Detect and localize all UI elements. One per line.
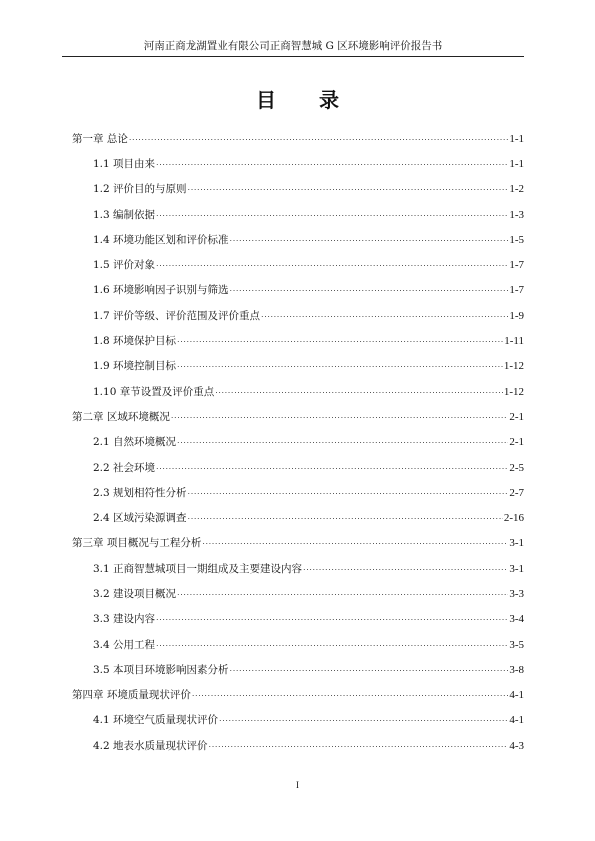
toc-entry-page-number: 1-9: [509, 309, 524, 322]
toc-entry-label: 1.5 评价对象: [93, 259, 156, 272]
toc-entry-page-number: 1-11: [504, 335, 524, 348]
dot-leader: [303, 562, 508, 576]
toc-entry-page-number: 2-1: [509, 410, 524, 423]
toc-entry-label: 2.1 自然环境概况: [93, 436, 177, 449]
toc-entry-page-number: 3-4: [509, 613, 524, 626]
toc-section-entry[interactable]: [72, 581, 524, 606]
toc-entry-label: 3.1 正商智慧城项目一期组成及主要建设内容: [93, 562, 303, 575]
toc-section-entry[interactable]: [72, 505, 524, 530]
toc-entry-label: 1.4 环境功能区划和评价标准: [93, 233, 229, 246]
toc-entry-label: 4.1 环境空气质量现状评价: [93, 714, 219, 727]
toc-entry-page-number: 1-12: [503, 385, 524, 398]
toc-section-entry[interactable]: [72, 177, 524, 202]
toc-entry-page-number: 2-16: [503, 512, 524, 525]
toc-entry-label: 1.3 编制依据: [93, 208, 156, 221]
toc-entry-label: 第四章 环境质量现状评价: [72, 689, 191, 702]
dot-leader: [171, 410, 508, 424]
dot-leader: [215, 385, 503, 399]
toc-section-entry[interactable]: [72, 556, 524, 581]
toc-chapter-entry[interactable]: [72, 404, 524, 429]
dot-leader: [156, 157, 508, 171]
toc-chapter-entry[interactable]: [72, 683, 524, 708]
toc-section-entry[interactable]: [72, 657, 524, 682]
toc-section-entry[interactable]: [72, 455, 524, 480]
toc-entry-label: 第二章 区域环境概况: [72, 410, 170, 423]
toc-entry-label: 1.10 章节设置及评价重点: [93, 385, 215, 398]
toc-section-entry[interactable]: [72, 733, 524, 758]
toc-entry-label: 3.4 公用工程: [93, 638, 156, 651]
dot-leader: [209, 739, 509, 753]
toc-entry-page-number: 1-1: [509, 157, 524, 170]
dot-leader: [156, 208, 508, 222]
toc-entry-page-number: 1-2: [509, 183, 524, 196]
toc-section-entry[interactable]: [72, 278, 524, 303]
toc-section-entry[interactable]: [72, 303, 524, 328]
toc-entry-page-number: 1-1: [509, 132, 524, 145]
dot-leader: [230, 233, 509, 247]
toc-entry-page-number: 4-1: [509, 689, 524, 702]
page-number: I: [296, 780, 299, 790]
toc-entry-label: 2.4 区域污染源调查: [93, 512, 187, 525]
toc-entry-label: 4.2 地表水质量现状评价: [93, 739, 208, 752]
dot-leader: [230, 283, 509, 297]
toc-entry-page-number: 1-5: [509, 233, 524, 246]
dot-leader: [202, 536, 508, 550]
toc-entry-page-number: 2-5: [509, 461, 524, 474]
toc-section-entry[interactable]: [72, 480, 524, 505]
toc-section-entry[interactable]: [72, 328, 524, 353]
toc-entry-page-number: 1-7: [509, 284, 524, 297]
dot-leader: [156, 258, 508, 272]
toc-entry-label: 2.3 规划相符性分析: [93, 486, 187, 499]
toc-entry-page-number: 1-7: [509, 259, 524, 272]
toc-entry-page-number: 1-12: [503, 360, 524, 373]
dot-leader: [188, 511, 503, 525]
toc-section-entry[interactable]: [72, 379, 524, 404]
dot-leader: [177, 435, 508, 449]
toc-entry-page-number: 4-3: [509, 739, 524, 752]
dot-leader: [261, 309, 508, 323]
dot-leader: [192, 688, 508, 702]
toc-section-entry[interactable]: [72, 354, 524, 379]
toc-chapter-entry[interactable]: [72, 126, 524, 151]
dot-leader: [129, 132, 508, 146]
toc-entry-page-number: 3-5: [509, 638, 524, 651]
page-title: 目 录: [256, 88, 357, 112]
toc-section-entry[interactable]: [72, 252, 524, 277]
toc-entry-page-number: 3-8: [509, 663, 524, 676]
toc-chapter-entry[interactable]: [72, 531, 524, 556]
toc-section-entry[interactable]: [72, 632, 524, 657]
dot-leader: [188, 182, 509, 196]
toc-section-entry[interactable]: [72, 202, 524, 227]
dot-leader: [156, 612, 508, 626]
toc-section-entry[interactable]: [72, 607, 524, 632]
toc-section-entry[interactable]: [72, 708, 524, 733]
dot-leader: [156, 638, 508, 652]
toc-entry-label: 1.1 项目由来: [93, 157, 156, 170]
dot-leader: [188, 486, 509, 500]
toc-entry-label: 1.2 评价目的与原则: [93, 183, 187, 196]
toc-entry-label: 3.3 建设内容: [93, 613, 156, 626]
toc-section-entry[interactable]: [72, 227, 524, 252]
running-header: 河南正商龙湖置业有限公司正商智慧城 G 区环境影响评价报告书: [62, 38, 524, 57]
dot-leader: [177, 587, 508, 601]
toc-entry-label: 2.2 社会环境: [93, 461, 156, 474]
toc-entry-page-number: 1-3: [509, 208, 524, 221]
dot-leader: [219, 713, 508, 727]
dot-leader: [156, 461, 508, 475]
table-of-contents: [72, 126, 524, 758]
toc-section-entry[interactable]: [72, 430, 524, 455]
toc-entry-page-number: 3-3: [509, 587, 524, 600]
toc-entry-label: 3.2 建设项目概况: [93, 587, 177, 600]
toc-entry-page-number: 2-7: [509, 486, 524, 499]
toc-entry-label: 1.8 环境保护目标: [93, 335, 177, 348]
toc-entry-label: 3.5 本项目环境影响因素分析: [93, 663, 229, 676]
dot-leader: [177, 359, 503, 373]
toc-entry-page-number: 3-1: [509, 562, 524, 575]
toc-entry-label: 第三章 项目概况与工程分析: [72, 537, 202, 550]
dot-leader: [177, 334, 503, 348]
toc-entry-label: 第一章 总论: [72, 132, 128, 145]
toc-entry-page-number: 3-1: [509, 537, 524, 550]
dot-leader: [230, 663, 509, 677]
toc-entry-page-number: 4-1: [509, 714, 524, 727]
toc-entry-label: 1.6 环境影响因子识别与筛选: [93, 284, 229, 297]
toc-section-entry[interactable]: [72, 151, 524, 176]
toc-entry-page-number: 2-1: [509, 436, 524, 449]
toc-entry-label: 1.9 环境控制目标: [93, 360, 177, 373]
toc-entry-label: 1.7 评价等级、评价范围及评价重点: [93, 309, 261, 322]
